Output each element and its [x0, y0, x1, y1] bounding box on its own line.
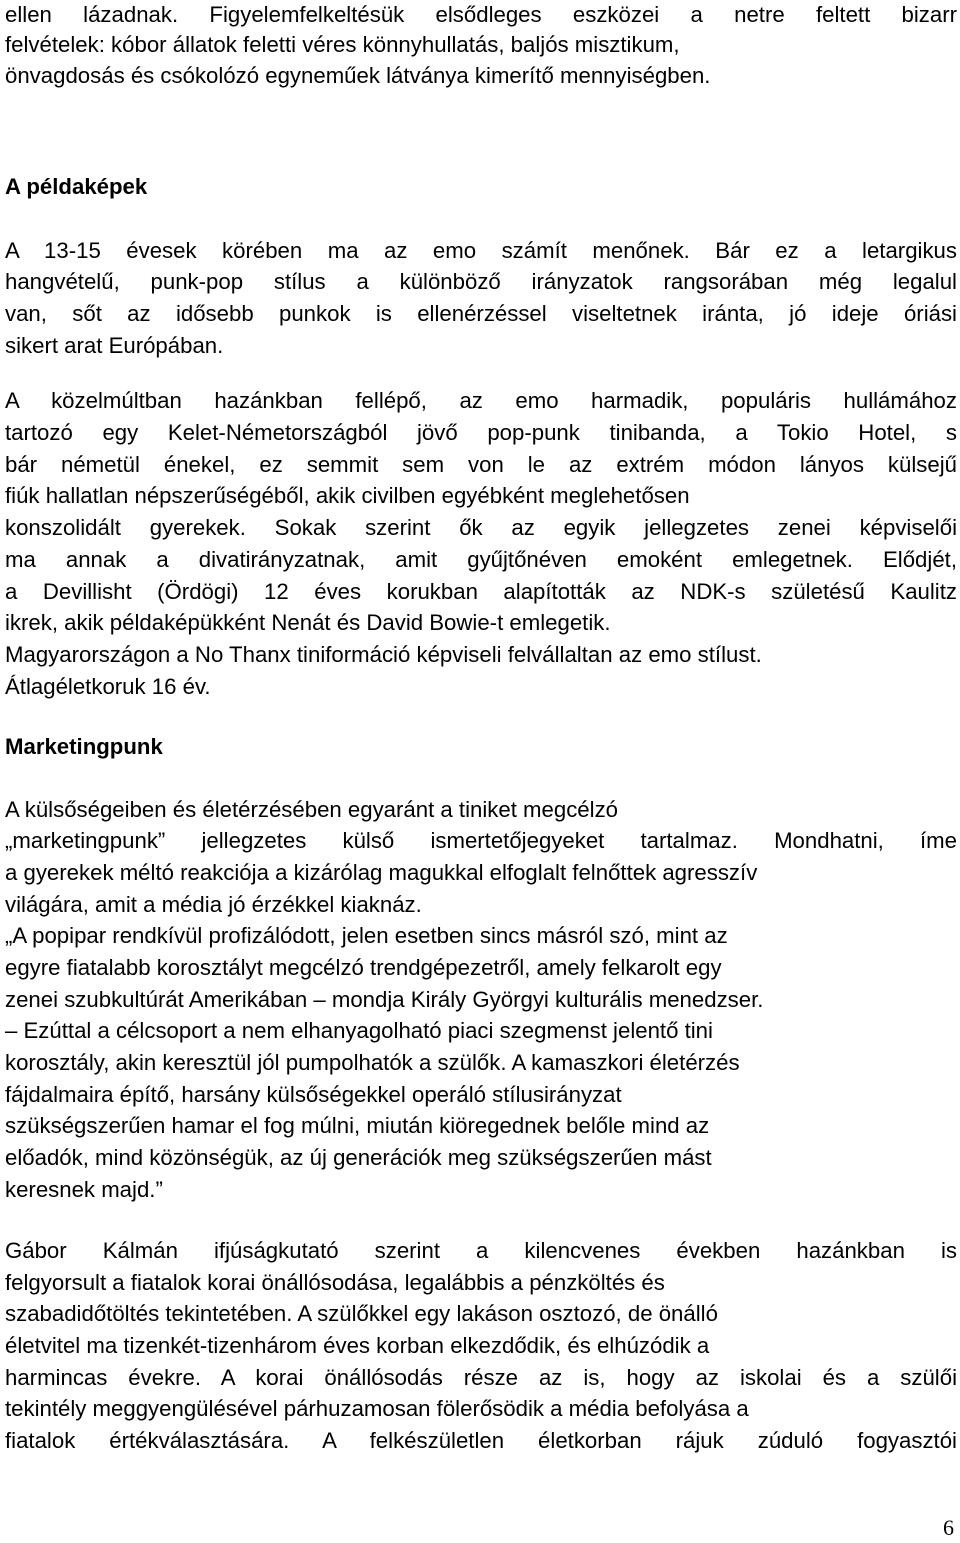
- paragraph-line: világára, amit a média jó érzékkel kiaknáz.: [5, 892, 422, 917]
- intro-line: ellen lázadnak. Figyelemfelkeltésük elsődleges eszközei a netre feltett bizarr: [5, 2, 957, 27]
- paragraph-line: fiatalok értékválasztására. A felkészületlen életkorban rájuk zúduló fogyasztói: [5, 1428, 957, 1453]
- paragraph-line: A 13-15 évesek körében ma az emo számít menőnek. Bár ez a letargikus: [5, 238, 957, 263]
- paragraph-line: A közelmúltban hazánkban fellépő, az emo harmadik, populáris hullámához: [5, 388, 957, 413]
- paragraph-line: életvitel ma tizenkét-tizenhárom éves korban elkezdődik, és elhúzódik a: [5, 1333, 710, 1358]
- paragraph-line: ikrek, akik példaképükként Nenát és David Bowie-t emlegetik.: [5, 610, 611, 635]
- paragraph-line: bár németül énekel, ez semmit sem von le az extrém módon lányos külsejű: [5, 452, 957, 477]
- paragraph-line: egyre fiatalabb korosztályt megcélzó trendgépezetről, amely felkarolt egy: [5, 955, 722, 980]
- paragraph-line: Gábor Kálmán ifjúságkutató szerint a kilencvenes években hazánkban is: [5, 1238, 957, 1263]
- paragraph-line: a Devillisht (Ördögi) 12 éves korukban alapították az NDK-s születésű Kaulitz: [5, 579, 957, 604]
- paragraph-line: tekintély meggyengülésével párhuzamosan fölerősödik a média befolyása a: [5, 1396, 749, 1421]
- intro-line: önvagdosás és csókolózó egyneműek látványa kimerítő mennyiségben.: [5, 63, 711, 88]
- paragraph-line: A külsőségeiben és életérzésében egyaránt a tiniket megcélzó: [5, 797, 619, 822]
- paragraph-line: „marketingpunk” jellegzetes külső ismertetőjegyeket tartalmaz. Mondhatni, íme: [5, 828, 957, 853]
- section-heading-marketingpunk: Marketingpunk: [5, 734, 163, 759]
- paragraph-line: sikert arat Európában.: [5, 333, 224, 358]
- paragraph-line: ma annak a divatirányzatnak, amit gyűjtőnéven emoként emlegetnek. Elődjét,: [5, 547, 957, 572]
- intro-line: felvételek: kóbor állatok feletti véres könnyhullatás, baljós misztikum,: [5, 32, 680, 57]
- paragraph-line: – Ezúttal a célcsoport a nem elhanyagolható piaci szegmenst jelentő tini: [5, 1018, 713, 1043]
- paragraph-line: korosztály, akin keresztül jól pumpolhatók a szülők. A kamaszkori életérzés: [5, 1050, 740, 1075]
- paragraph-line: fiúk hallatlan népszerűségéből, akik civilben egyébként meglehetősen: [5, 483, 690, 508]
- paragraph-line: fájdalmaira építő, harsány külsőségekkel operáló stílusirányzat: [5, 1082, 622, 1107]
- page-number: 6: [943, 1515, 954, 1540]
- section-heading-peldakepek: A példaképek: [5, 174, 148, 199]
- paragraph-line: tartozó egy Kelet-Németországból jövő pop-punk tinibanda, a Tokio Hotel, s: [5, 420, 957, 445]
- paragraph-line: konszolidált gyerekek. Sokak szerint ők az egyik jellegzetes zenei képviselői: [5, 515, 957, 540]
- paragraph-line: zenei szubkultúrát Amerikában – mondja Király Györgyi kulturális menedzser.: [5, 987, 764, 1012]
- paragraph-line: harmincas évekre. A korai önállósodás része az is, hogy az iskolai és a szülői: [5, 1365, 957, 1390]
- paragraph-line: van, sőt az idősebb punkok is ellenérzéssel viseltetnek iránta, jó ideje óriási: [5, 301, 957, 326]
- paragraph-line: Átlagéletkoruk 16 év.: [5, 674, 211, 699]
- paragraph-line: szabadidőtöltés tekintetében. A szülőkkel egy lakáson osztozó, de önálló: [5, 1301, 718, 1326]
- paragraph-line: előadók, mind közönségük, az új generációk meg szükségszerűen mást: [5, 1145, 712, 1170]
- paragraph-line: „A popipar rendkívül profizálódott, jelen esetben sincs másról szó, mint az: [5, 923, 728, 948]
- paragraph-line: Magyarországon a No Thanx tiniformáció képviseli felvállaltan az emo stílust.: [5, 642, 762, 667]
- paragraph-line: hangvételű, punk-pop stílus a különböző irányzatok rangsorában még legalul: [5, 269, 957, 294]
- paragraph-line: szükségszerűen hamar el fog múlni, miután kiöregednek belőle mind az: [5, 1113, 710, 1138]
- paragraph-line: keresnek majd.”: [5, 1177, 163, 1202]
- paragraph-line: a gyerekek méltó reakciója a kizárólag magukkal elfoglalt felnőttek agresszív: [5, 860, 758, 885]
- paragraph-line: felgyorsult a fiatalok korai önállósodása, legalábbis a pénzköltés és: [5, 1270, 665, 1295]
